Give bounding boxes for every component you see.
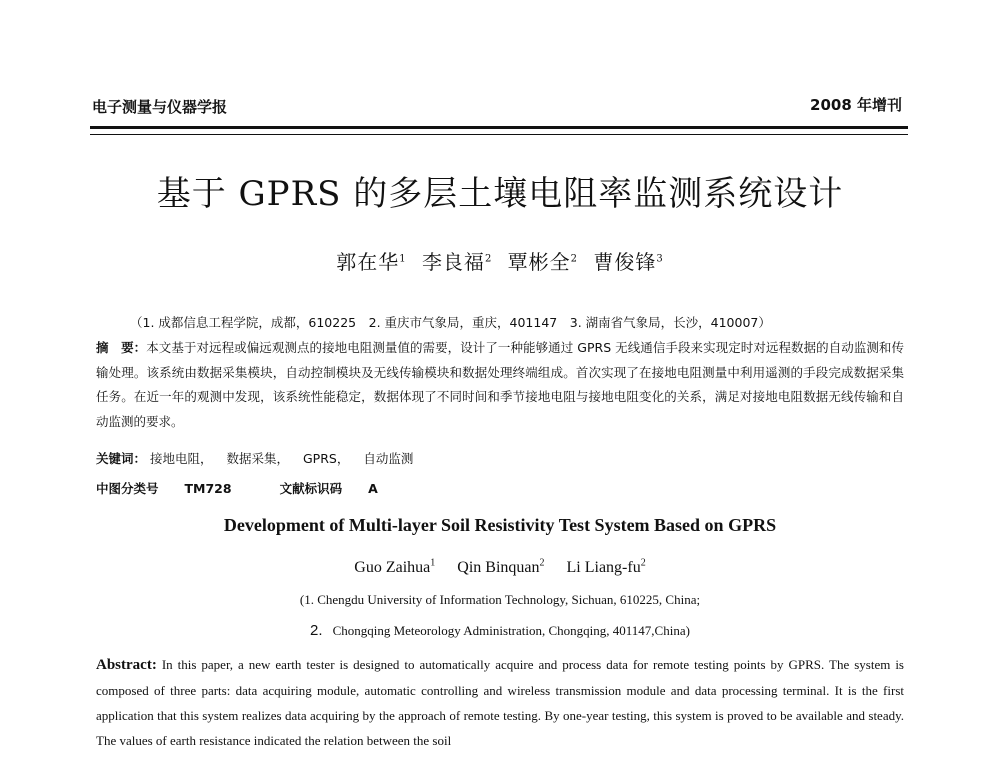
header-rule-thick: [90, 126, 908, 129]
keyword: GPRS，: [303, 451, 350, 466]
journal-name: 电子测量与仪器学报: [92, 98, 228, 116]
authors-en: [0, 558, 1000, 577]
abstract-en-label: Abstract:: [96, 657, 157, 673]
authors-cn: [0, 246, 1000, 275]
keyword: 自动监测: [363, 451, 414, 466]
abstract-cn-label: 摘 要：: [96, 340, 147, 355]
header-rule-thin: [90, 134, 908, 135]
issue-label: 2008 年增刊: [810, 96, 902, 114]
keywords-cn-label: 关键词：: [96, 451, 147, 466]
affiliation-en-2: [0, 622, 1000, 639]
doc-code-value: A: [368, 481, 378, 496]
abstract-cn-text: 本文基于对远程或偏远观测点的接地电阻测量值的需要，设计了一种能够通过 GPRS 无线通信手段来实现定时对远程数据的自动监测和传输处理。该系统由数据采集模块，自动控制模块及无线传输模块和数据处理终端组成。首次实现了在接地电阻测量中利用遥测的手段完成数据采集任务。在近一年的观测中发现，该系统性能稳定，数据体现了不同时间和季节接地电阻与接地电阻变化的关系，满足对接地电阻数据无线传输和自动监测的要求。: [96, 340, 904, 429]
author-cn: 郭在华$^1$: [336, 250, 407, 274]
keyword: 接地电阻，: [150, 451, 213, 466]
affiliation-number: 2.: [310, 622, 323, 639]
affiliation-en-1: (1. Chengdu University of Information Technology, Sichuan, 610225, China;: [299, 592, 701, 607]
abstract-en-text: In this paper, a new earth tester is designed to automatically acquire and process data for remote testing points by GPRS. The system is composed of three parts: data acquiring module, automatic controlling and wireless transmission module and data processing terminal. It is the first application that this system realizes data acquiring by the approach of remote testing. By one-year testing, this system is proved to be available and steady. The values of earth resistance indicated the relation between the soil: [96, 657, 904, 748]
clc-label: 中图分类号: [96, 481, 159, 496]
clc-value: TM728: [184, 481, 232, 496]
abstract-cn: [96, 336, 904, 434]
author-cn: 曹俊锋$^3$: [593, 250, 664, 274]
keyword: 数据采集，: [226, 451, 290, 466]
author-en: Li Liang-$fu^2$: [566, 558, 646, 577]
classification-line: [96, 479, 378, 497]
author-cn: 覃彬全$^2$: [507, 250, 579, 274]
author-en: Qin Binquan$^2$: [457, 558, 545, 577]
author-cn: 李良福$^2$: [421, 250, 493, 274]
paper-title-en: Development of Multi-layer Soil Resistivity Test System Based on GPRS: [223, 515, 777, 535]
affiliations-cn: （1. 成都信息工程学院，成都，610225 2. 重庆市气象局，重庆，401147 3. 湖南省气象局，长沙，410007）: [130, 315, 771, 330]
paper-title-cn: 基于 GPRS 的多层土壤电阻率监测系统设计: [156, 174, 844, 214]
doc-code-label: 文献标识码: [279, 481, 343, 496]
keywords-cn: [96, 449, 423, 467]
abstract-en: [96, 652, 904, 753]
author-en: Guo Zaihua$^1$: [354, 558, 436, 577]
affiliation-text: Chongqing Meteorology Administration, Chongqing, 401147,China): [332, 623, 690, 638]
